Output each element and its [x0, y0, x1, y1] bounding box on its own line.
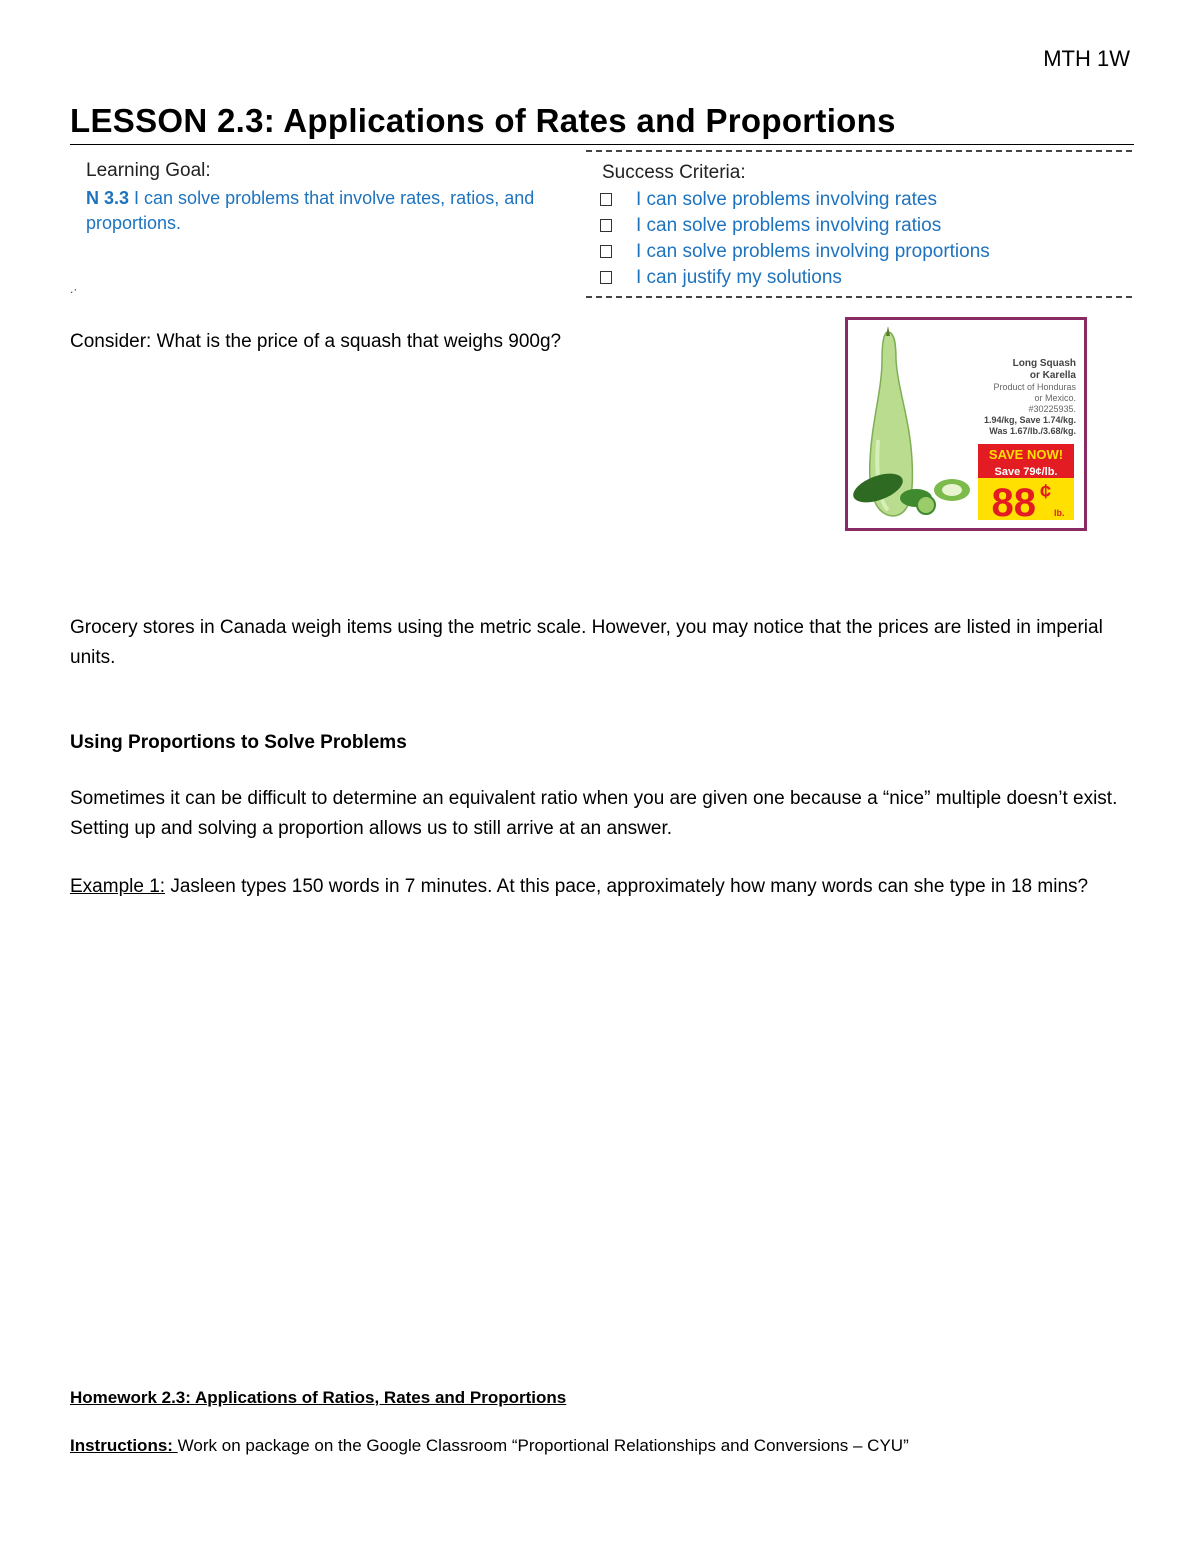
example-1-label: Example 1: — [70, 876, 166, 897]
section-heading: Using Proportions to Solve Problems — [70, 732, 407, 753]
checkbox-icon — [600, 245, 612, 258]
criteria-text: I can justify my solutions — [636, 267, 842, 288]
criteria-text: I can solve problems involving proportions — [636, 241, 990, 262]
price-cents: ¢ — [1040, 481, 1052, 503]
criteria-text: I can solve problems involving rates — [636, 189, 937, 210]
save-now-text: SAVE NOW! — [988, 447, 1064, 462]
squash-stem-icon — [886, 326, 890, 336]
flyer-origin-2: or Mexico. — [1034, 393, 1076, 403]
grocery-paragraph: Grocery stores in Canada weigh items using the metric scale. However, you may notice that the prices are listed in imperial units. — [70, 617, 1103, 668]
checkbox-icon — [600, 193, 612, 206]
instructions — [70, 1436, 909, 1456]
flyer-kg-price: 1.94/kg, Save 1.74/kg. — [983, 415, 1076, 425]
instructions-text: Work on package on the Google Classroom “Proportional Relationships and Conversions – CYU” — [177, 1436, 909, 1455]
criteria-item — [600, 239, 990, 265]
homework-heading: Homework 2.3: Applications of Ratios, Rates and Proportions — [70, 1388, 567, 1407]
save-amount-text: Save 79¢/lb. — [994, 466, 1058, 478]
learning-goal-code: N 3.3 — [86, 188, 130, 208]
stray-mark: .· — [70, 282, 78, 296]
lesson-title: LESSON 2.3: Applications of Rates and Proportions — [70, 102, 896, 139]
flyer-was-price: Was 1.67/lb./3.68/kg. — [989, 426, 1076, 436]
instructions-label: Instructions: — [70, 1436, 178, 1455]
course-code: MTH 1W — [1043, 46, 1130, 71]
example-1-text: Jasleen types 150 words in 7 minutes. At this pace, approximately how many words can she type in 18 mins? — [165, 876, 1089, 897]
learning-goal-label: Learning Goal: — [86, 160, 211, 181]
price-value: 88 — [991, 481, 1036, 525]
flyer-name-1: Long Squash — [1012, 358, 1076, 369]
title-rule — [70, 144, 1134, 145]
checkbox-icon — [600, 219, 612, 232]
price-unit: lb. — [1054, 508, 1065, 518]
flyer-sku: #30225935. — [1028, 404, 1076, 414]
criteria-item — [600, 213, 990, 239]
squash-flyer-graphic — [848, 320, 1084, 528]
success-criteria-list — [600, 187, 990, 291]
learning-goal-text — [86, 186, 586, 236]
checkbox-icon — [600, 271, 612, 284]
flyer-origin-1: Product of Honduras — [993, 382, 1076, 392]
success-criteria-label: Success Criteria: — [602, 162, 746, 183]
example-1 — [70, 872, 1140, 902]
criteria-text: I can solve problems involving ratios — [636, 215, 942, 236]
learning-goal-statement: I can solve problems that involve rates, ratios, and proportions. — [86, 188, 535, 233]
criteria-item — [600, 187, 990, 213]
sometimes-paragraph: Sometimes it can be difficult to determine an equivalent ratio when you are given one because a “nice” multiple doesn’t exist. Setting up and solving a proportion allows us to still arrive at an answer. — [70, 788, 1118, 839]
flyer-name-2: or Karella — [1029, 370, 1076, 381]
consider-question: Consider: What is the price of a squash that weighs 900g? — [70, 331, 562, 352]
squash-flyer — [845, 317, 1087, 531]
criteria-item — [600, 265, 990, 291]
